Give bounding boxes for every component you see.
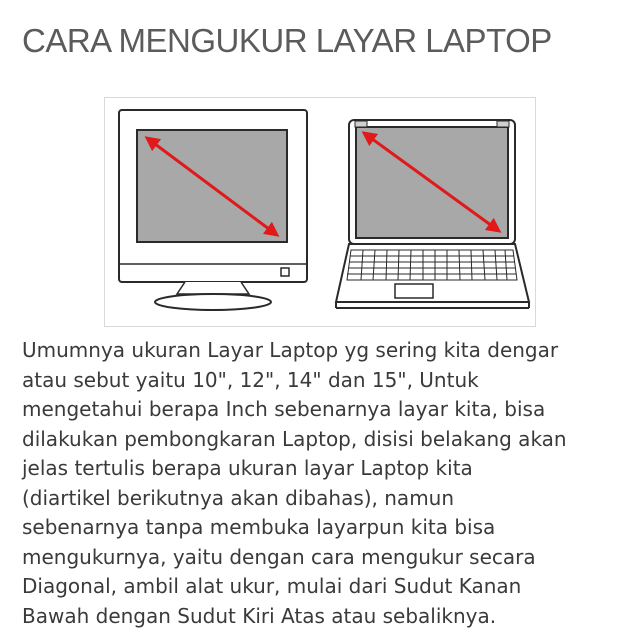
- body-line: mengukurnya, yaitu dengan cara mengukur secara: [22, 544, 536, 569]
- article-body: [22, 336, 634, 631]
- body-line: Diagonal, ambil alat ukur, mulai dari Sudut Kanan: [22, 574, 522, 598]
- body-line: atau sebut yaitu 10", 12", 14" dan 15", Untuk: [22, 367, 479, 392]
- body-line: jelas tertulis berapa ukuran layar Laptop kita: [22, 456, 473, 480]
- screen-measurement-illustration: [104, 97, 536, 327]
- body-line: dilakukan pembongkaran Laptop, disisi belakang akan: [22, 426, 567, 451]
- illustration-svg: [105, 98, 535, 326]
- body-line: Umumnya ukuran Layar Laptop yg sering kita dengar: [22, 338, 559, 362]
- body-line: (diartikel berikutnya akan dibahas), namun: [22, 485, 455, 510]
- body-line: Bawah dengan Sudut Kiri Atas atau sebaliknya.: [22, 603, 497, 628]
- body-line: mengetahui berapa Inch sebenarnya layar kita, bisa: [22, 397, 546, 421]
- article-title: CARA MENGUKUR LAYAR LAPTOP: [22, 22, 552, 59]
- body-line: sebenarnya tanpa membuka layarpun kita bisa: [22, 515, 496, 539]
